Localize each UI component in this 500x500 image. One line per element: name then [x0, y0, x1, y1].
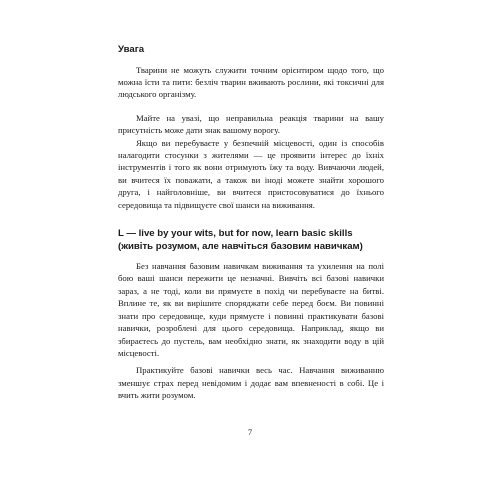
page-number: 7	[247, 427, 253, 437]
section-heading-live-by-wits: L — live by your wits, but for now, learn basic skills (живіть розумом, але навчіться базовим навичкам)	[118, 228, 363, 253]
paragraph: Тварини не можуть служити точним орієнтиром щодо того, що можна їсти та пити: безліч тварин вживають рослини, які токсичні для людського організму.	[118, 64, 384, 100]
paragraph: Майте на увазі, що неправильна реакція тварини на вашу присутність може дати знак вашому ворогу.	[118, 112, 384, 136]
paragraph: Практикуйте базові навички весь час. Навчання виживанню зменшує страх перед невідомим і додає вам впевненості в собі. Це і вчить жити розумом.	[118, 365, 384, 401]
section-heading-attention: Увага	[118, 44, 145, 55]
page-body	[118, 44, 384, 402]
paragraph: Без навчання базовим навичкам виживання та ухилення на полі бою ваші шанси пережити це незначні. Вивчіть всі базові навички зараз, а не тоді, коли ви прямуєте в похід чи перебуваєте на битві. Вплине те, як ви вирішите споряджати себе перед боєм. Ви повинні знати про середовище, куди прямуєте і повинні практикувати базові навички, розроблені для цього середовища. Наприклад, якщо ви збираєтесь до пустель, вам необхідно знати, як знаходити воду в цій місцевості.	[118, 261, 384, 358]
paragraph: Якщо ви перебуваєте у безпечній місцевості, один із способів налагодити стосунки з жителями — це проявити інтерес до їхніх інструментів і того як вони отримують їжу та воду. Вивчаючи людей, ви вчитеся їх поважати, а також ви іноді можете знайти хорошого друга, і найголовніше, ви вчитеся пристосовуватися до їхнього середовища та підвищуєте свої шанси на виживання.	[118, 137, 384, 210]
